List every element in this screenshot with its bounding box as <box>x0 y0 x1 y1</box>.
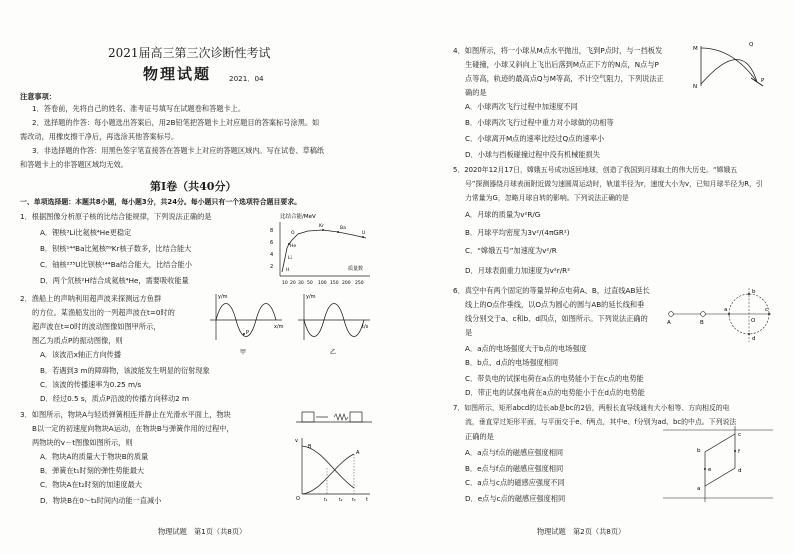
fig6-label-a: a <box>724 307 728 313</box>
q3-option-d: D．物块B在0～t₃时间内动能一直减小 <box>40 496 162 505</box>
fig3-label-a: A <box>356 450 360 456</box>
q3-stem-3: 两物块的v－t图像如图所示，则 <box>32 438 133 447</box>
q7-option-a: A．a点与f点的磁感应强度相同 <box>465 448 564 457</box>
fig3-curve-b <box>302 446 354 488</box>
fig6-charge-b <box>701 312 706 317</box>
notice-line-4: 3．非选择题的作答：用黑色签字笔直接答在答题卡上对应的答题区域内。写在试卷、草稿纸 <box>32 146 325 155</box>
fig1-xtick-50: 50 <box>307 281 313 286</box>
q4-stem-3: 点等高，轨迹的最高点Q与M等高，不计空气阻力，下列说法正 <box>465 74 664 83</box>
q6-option-b: B．b点、d点的电场强度相同 <box>465 358 559 367</box>
fig7-rectangle <box>705 434 735 486</box>
fig7-point-f <box>734 450 736 452</box>
fig4-label-q: Q <box>749 42 754 48</box>
wave-figures <box>204 290 374 358</box>
fig6-label-b: b <box>752 289 756 295</box>
q7-stem-3: 正确的是 <box>465 432 494 441</box>
fig1-xtick-20: 20 <box>290 281 296 286</box>
q6-stem-3: 线分别交于a、c和b、d四点，如图所示。下列说法正确的 <box>465 314 648 323</box>
fig3-label-t2: t₂ <box>339 498 343 503</box>
q1-stem: 1．根据图像分析原子核的比结合能规律，下列说法正确的是 <box>20 212 212 221</box>
fig6-point-c <box>768 313 770 315</box>
q1-option-c: C．铀核²³⁵U比钡核¹⁴⁴Ba结合能大，比结合能小 <box>40 260 192 269</box>
fig1-xtick-150: 150 <box>330 281 339 286</box>
fig2b-y-label: y/m <box>306 294 316 300</box>
notice-line-5: 和答题卡上的非答题区域均无效。 <box>20 160 128 169</box>
q2-option-a: A．该波沿x轴正方向传播 <box>40 350 122 359</box>
q2-option-d: D．经过0.5 s，质点P沿波的传播方向移动2 m <box>40 394 190 403</box>
right-page <box>397 0 794 554</box>
q2-stem-2: 的方位。某渔船发出的一列超声波在t=0时的 <box>32 308 175 317</box>
fig1-title: 比结合能/MeV <box>280 214 316 220</box>
left-footer: 物理试题 第1页（共8页） <box>158 527 247 536</box>
fig1-ytick-2: 2 <box>270 264 274 270</box>
q5-option-d: D．月球表面重力加速度为v²r/R² <box>465 266 570 275</box>
fig7-point-e <box>704 468 706 470</box>
q7-option-c: C．a点与c点的磁感应强度不同 <box>465 478 565 487</box>
fig3-spring <box>334 414 348 420</box>
section-heading: 一、单项选择题：本题共8小题，每小题3分，共24分。每小题只有一个选项符合题目要求。 <box>20 198 302 206</box>
fig6-label-o: O <box>751 318 756 324</box>
q3-option-c: C．物块A在t₂时刻的加速度最大 <box>40 480 142 489</box>
q6-option-a: A．a点的电场强度大于b点的电场强度 <box>465 344 587 353</box>
q1-option-b: B．钡核¹⁴⁴Ba比氪核⁸⁹Kr核子数多，比结合能大 <box>40 244 192 253</box>
exam-header-title: 2021届高三第三次诊断性考试 <box>108 46 271 60</box>
fig2a-y-label: y/m <box>218 294 228 300</box>
q4-stem-4: 确的是 <box>465 88 487 97</box>
q5-stem-3: 力常量为G，忽略月球自转的影响。下列说法正确的是 <box>465 194 629 202</box>
notice-line-3: 需改动，用橡皮擦干净后，再选涂其他答案标号。 <box>20 132 179 141</box>
fig1-label-u: U <box>362 231 366 236</box>
q5-stem-1: 5．2020年12月17日，嫦娥五号成功返回地球，创造了我国到月球取土的伟大历史。“嫦娥五 <box>453 166 738 174</box>
q6-stem-2: 线上的O点作垂线，以O点为圆心的圆与AB的延长线和垂 <box>465 300 645 309</box>
fig1-xtick-10: 10 <box>282 281 288 286</box>
q6-option-d: D．带正电的试探电荷在a点的电势能小于在d点的电势能 <box>465 388 645 397</box>
fig1-label-o: O <box>291 231 295 236</box>
fig2a-point-p <box>243 333 245 335</box>
q6-option-c: C．带负电的试探电荷在a点的电势能小于在c点的电势能 <box>465 374 644 383</box>
fig3-curve-a <box>302 454 354 494</box>
fig3-label-t3: t₃ <box>352 498 356 503</box>
fig2b-caption: 乙 <box>330 349 337 356</box>
fig1-label-ba: Ba <box>340 226 346 231</box>
fig3-label-v: v <box>295 438 298 444</box>
q5-option-c: C．“嫦娥五号”加速度为v²/R <box>465 246 557 255</box>
fig1-xtick-100: 100 <box>318 281 327 286</box>
q4-stem-1: 4．如图所示，将一小球从M点水平抛出，飞到P点时，与一挡板发 <box>453 46 663 55</box>
q4-option-b: B．小球两次飞行过程中重力对小球做的功相等 <box>465 118 614 127</box>
q3-stem-2: B以一定的初速度向物块A运动，在物块B与弹簧作用的过程中， <box>32 424 234 433</box>
q7-option-d: D．e点与c点的磁感应强度相同 <box>465 494 566 503</box>
fig7-label-d: d <box>738 468 742 474</box>
fig7-label-c: c <box>738 432 742 438</box>
fig3-block-b <box>302 412 314 422</box>
q7-stem-2: 流，垂直穿过矩形平面，与平面交于e、f两点，其中e、f分别为ad、bc的中点。下列说法 <box>465 418 737 426</box>
fig7-label-a: a <box>697 486 701 492</box>
q6-stem-4: 是 <box>465 328 473 337</box>
fig6-label-b-charge: B <box>700 320 704 326</box>
fig2a-caption: 甲 <box>240 349 247 356</box>
q2-stem-1: 2．渔船上的声呐利用超声波来探测远方鱼群 <box>20 294 162 303</box>
q4-option-a: A．小球两次飞行过程中加速度不同 <box>465 102 578 111</box>
fig2a-x-label: x/m <box>274 324 284 330</box>
rectangle-wires-figure <box>661 422 775 508</box>
fig1-point-kr <box>322 229 324 231</box>
fig1-point-ba <box>337 231 339 233</box>
fig6-label-c: c <box>765 307 769 313</box>
part-title: 第Ⅰ卷（共40分） <box>150 180 237 193</box>
notice-line-2: 2．选择题的作答：每小题选出答案后，用2B铅笔把答题卡上对应题目的答案标号涂黑。如 <box>32 118 320 127</box>
q7-option-b: B．e点与f点的磁感应强度相同 <box>465 464 564 473</box>
fig1-ytick-8: 8 <box>270 228 274 234</box>
fig1-xtick-250: 250 <box>355 281 364 286</box>
notice-line-1: 1．答卷前，先将自己的姓名、准考证号填写在试题卷和答题卡上。 <box>32 104 246 113</box>
q3-option-a: A．物块A的质量大于物块B的质量 <box>40 452 149 461</box>
fig1-label-he: He <box>290 244 297 249</box>
charges-figure <box>663 284 775 346</box>
q5-option-b: B．月球平均密度为3v²/(4πGR²) <box>465 228 570 237</box>
q4-option-c: C．小球离开M点的速率比经过Q点的速率小 <box>465 134 605 143</box>
fig1-label-li: Li <box>288 256 292 261</box>
fig6-label-a-charge: A <box>667 320 671 326</box>
q3-stem-1: 3．如图所示，物块A与轻质弹簧相连并静止在光滑水平面上，物块 <box>20 410 231 419</box>
vt-graph-figure <box>294 434 374 504</box>
fig4-label-p: P <box>761 78 765 84</box>
exam-date: 2021．04 <box>229 74 264 83</box>
fig1-xtick-200: 200 <box>342 281 351 286</box>
q3-option-b: B．弹簧在t₁时刻的弹性势能最大 <box>40 466 145 475</box>
q4-stem-2: 生碰撞，小球又斜向上飞出后落到M点正下方的N点，N点与P <box>465 60 659 69</box>
binding-energy-figure <box>268 210 374 288</box>
fig7-label-b: b <box>697 448 701 454</box>
subject-title: 物理试题 <box>143 65 212 83</box>
spring-block-figure <box>294 404 374 428</box>
fig1-xtick-30: 30 <box>298 281 304 286</box>
fig1-point-u <box>362 236 364 238</box>
notice-title: 注意事项： <box>20 92 56 101</box>
fig1-ytick-4: 4 <box>270 252 274 258</box>
fig1-ytick-6: 6 <box>270 240 274 246</box>
q2-stem-4: 图乙为质点P的振动图像，则 <box>32 336 123 345</box>
fig2b-x-label: t/s <box>362 324 369 330</box>
fig3-label-t1: t₁ <box>324 498 328 503</box>
fig3-label-b: B <box>308 444 312 450</box>
fig4-label-m: M <box>693 46 698 52</box>
fig7-label-e: e <box>708 467 712 473</box>
fig1-label-kr: Kr <box>319 224 324 229</box>
fig3-block-a <box>350 412 362 422</box>
fig4-label-n: N <box>693 84 698 90</box>
q1-option-d: D．两个氘核²H结合成氦核⁴He，需要吸收能量 <box>40 276 189 285</box>
q2-option-b: B．若遇到3 m的障碍物，该波能发生明显的衍射现象 <box>40 366 210 375</box>
fig6-point-a <box>728 313 730 315</box>
fig1-label-h: H <box>286 268 290 273</box>
q6-stem-1: 6．真空中有两个固定的等量异种点电荷A、B，过直线AB延长 <box>453 286 650 295</box>
fig3-label-o: O <box>296 496 300 502</box>
fig2a-label-p: P <box>246 330 250 336</box>
q7-stem-1: 7．如图所示，矩形abcd的边长ab是bc的2倍，两根长直导线通有大小相等、方向相反的电 <box>453 404 730 412</box>
fig6-charge-a <box>669 312 674 317</box>
q4-option-d: D．小球与挡板碰撞过程中没有机械能损失 <box>465 150 600 159</box>
fig7-label-f: f <box>738 449 740 455</box>
q5-option-a: A．月球的质量为v²R/G <box>465 210 541 219</box>
fig1-x-label: 质量数 <box>348 266 364 272</box>
fig6-point-d <box>748 333 750 335</box>
q5-stem-2: 号”探测器绕月球表面附近做匀速圆周运动时，轨道半径为r，速度大小为v，已知月球半径为R，引 <box>465 180 763 188</box>
fig3-label-t: t <box>366 497 368 503</box>
projectile-figure <box>693 36 769 98</box>
q1-option-a: A．锂核³Li比氦核⁴He更稳定 <box>40 228 132 237</box>
q2-stem-3: 超声波在t=0时的波动图像如图甲所示， <box>32 322 161 331</box>
fig6-point-b <box>748 293 750 295</box>
right-footer: 物理试题 第2页（共8页） <box>537 527 626 536</box>
fig6-label-d: d <box>752 336 756 342</box>
q2-option-c: C．该波的传播速率为0.25 m/s <box>40 380 142 389</box>
